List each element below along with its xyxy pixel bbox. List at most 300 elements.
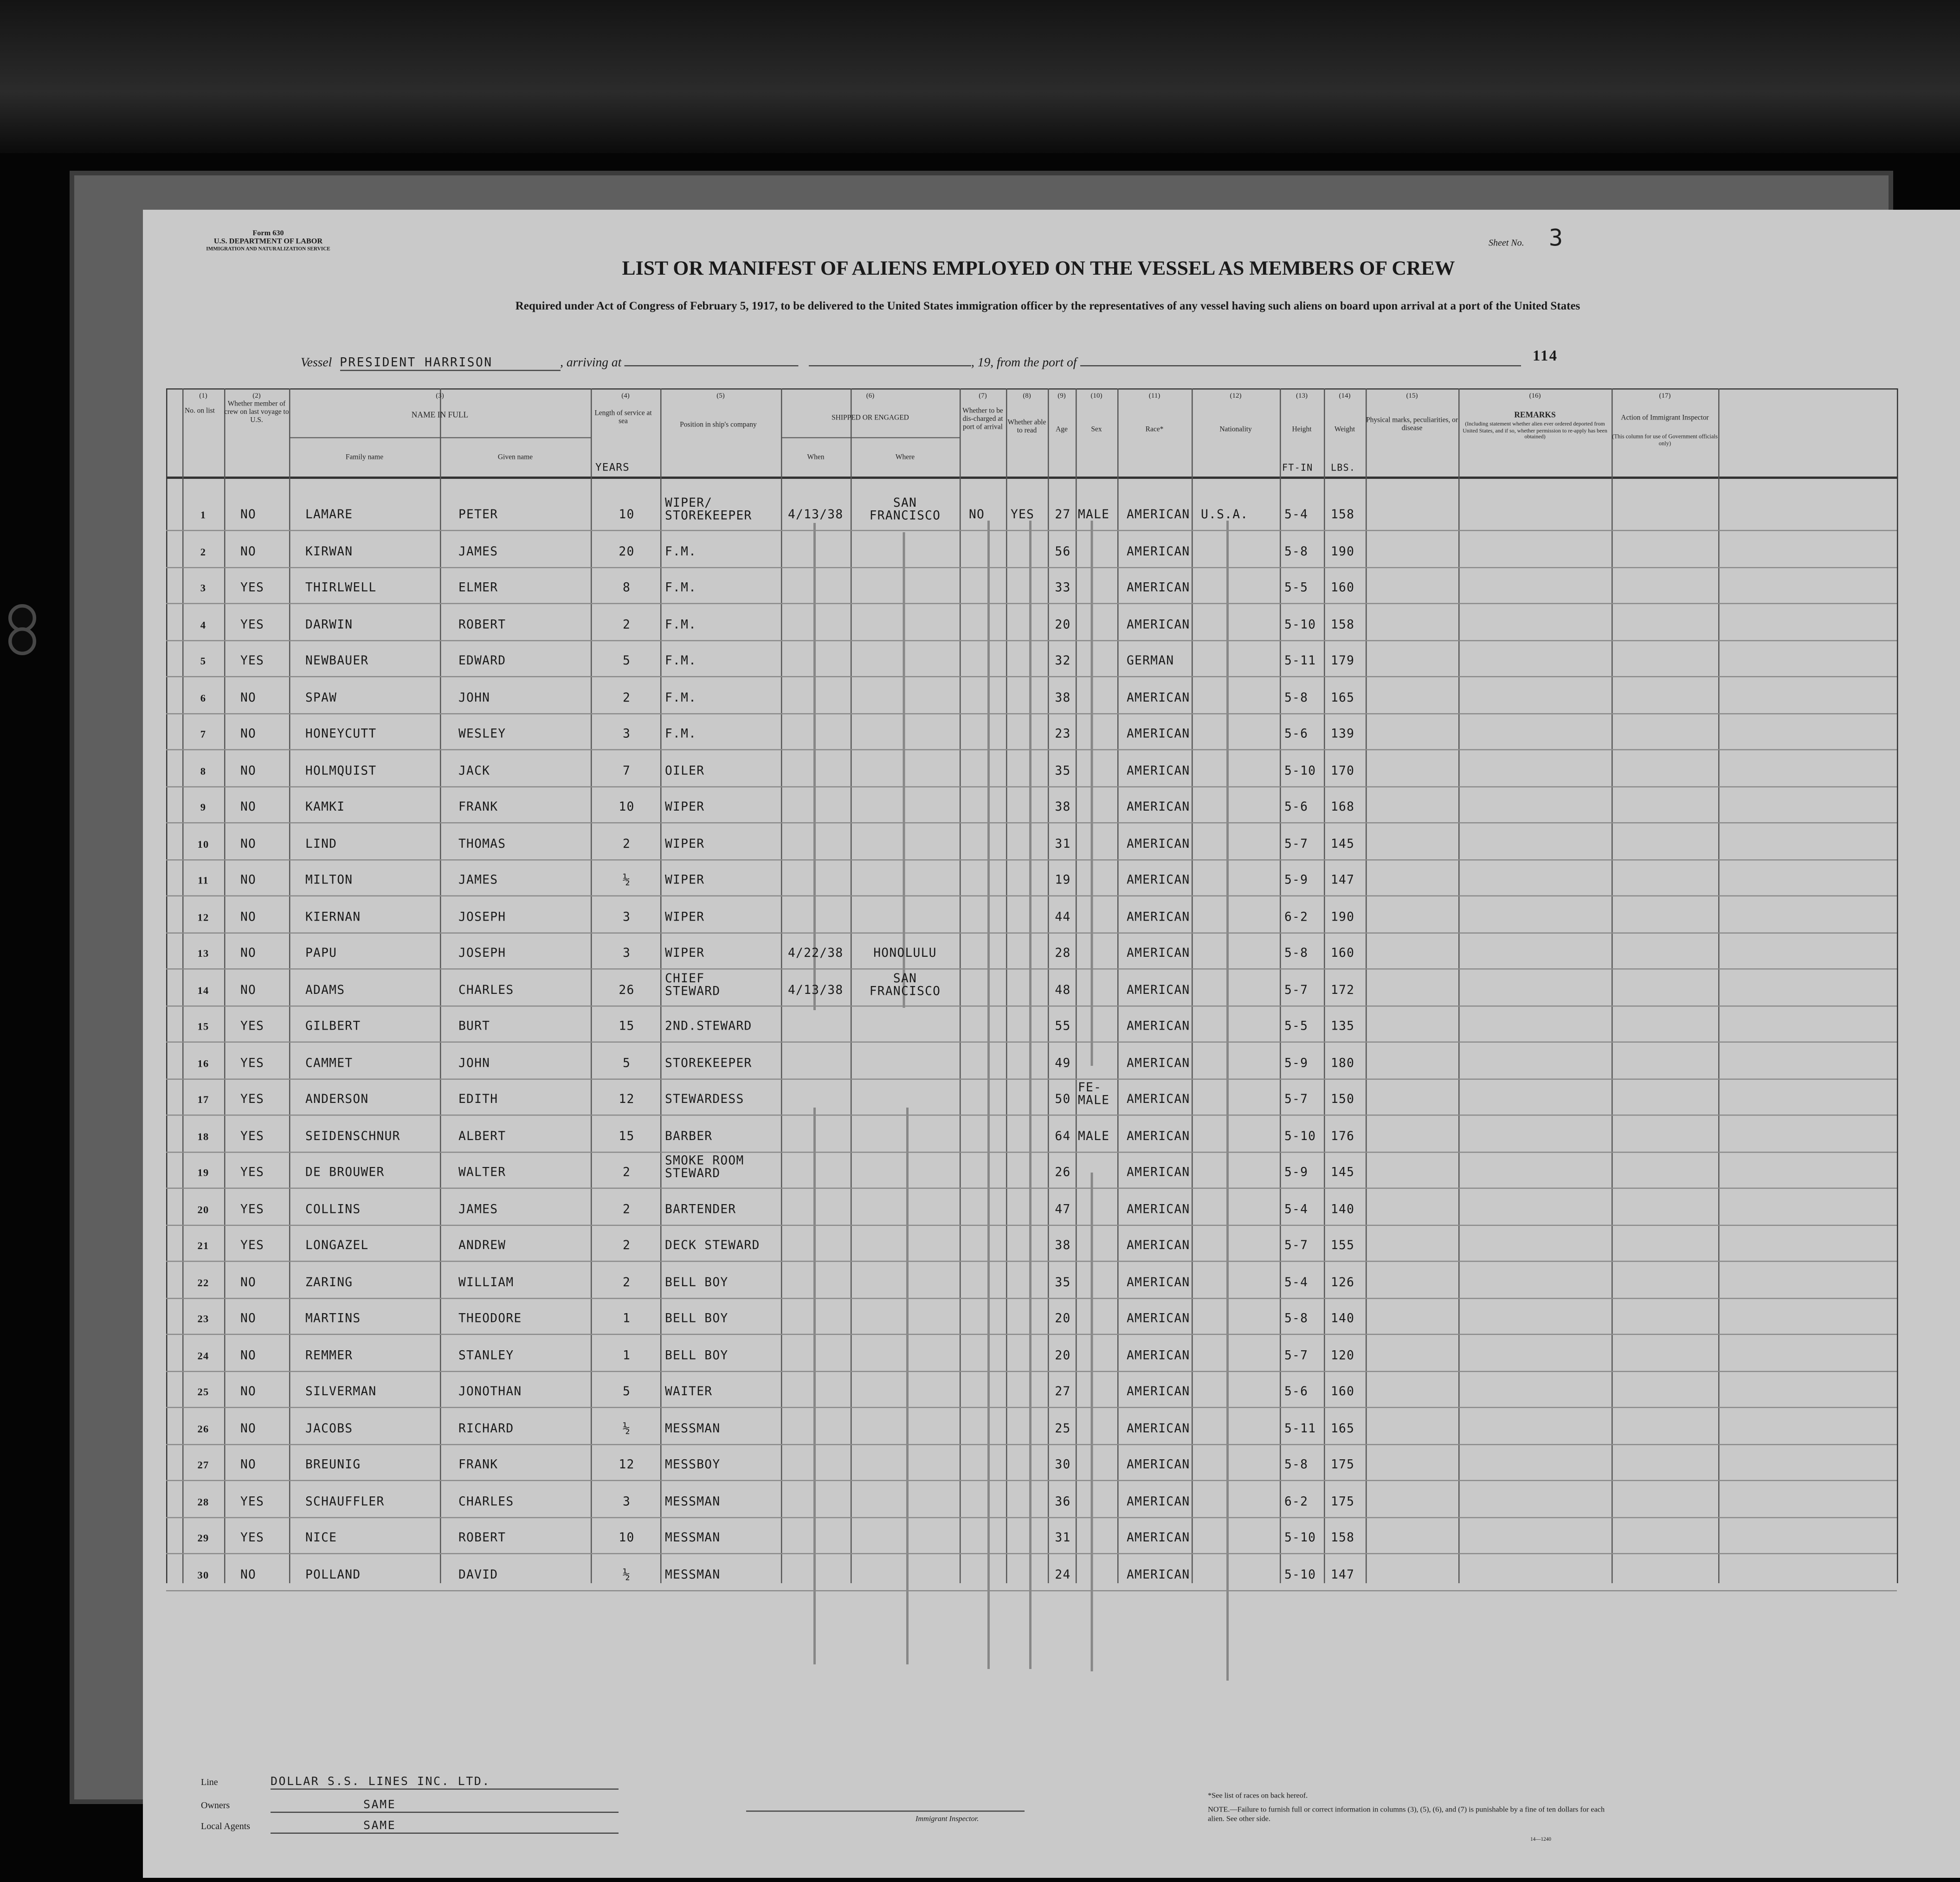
cell-height: 5-8 [1284,1312,1309,1326]
cell-member-last-voyage: NO [240,1421,257,1436]
cell-length-of-service: 2 [622,1166,631,1179]
cell-weight: 135 [1331,1019,1355,1033]
cell-race: AMERICAN [1127,1166,1190,1179]
row-rule [166,1590,1897,1591]
column-rule [660,388,662,1583]
column-rule [1048,388,1049,1583]
footer-agents [201,1820,665,1834]
cell-race: AMERICAN [1127,1056,1190,1070]
header-given-name: Given name [497,453,533,462]
cell-length-of-service: 26 [619,983,635,997]
column-number: (16) [1529,393,1541,400]
cell-shipped-when: 4/13/38 [788,983,844,997]
cell-row-number: 30 [197,1568,209,1580]
cell-family-name: LIND [305,837,337,851]
cell-length-of-service: 5 [622,1056,631,1070]
cell-given-name: EDITH [458,1092,498,1107]
cell-age: 47 [1055,1202,1071,1216]
row-rule [166,676,1897,677]
ditto-mark [1029,521,1032,1669]
cell-row-number: 1 [200,509,206,521]
cell-race: AMERICAN [1127,1531,1190,1545]
cell-row-number: 4 [200,619,206,631]
cell-height: 5-4 [1284,1275,1309,1289]
cell-race: AMERICAN [1127,1129,1190,1143]
cell-position: WAITER [665,1385,713,1399]
cell-weight: 172 [1331,983,1355,997]
cell-family-name: KIERNAN [305,909,361,924]
cell-weight: 155 [1331,1238,1355,1253]
cell-member-last-voyage: NO [240,837,257,851]
form-header [199,231,338,253]
column-rule [440,388,441,1583]
row-rule [166,1297,1897,1299]
cell-member-last-voyage: NO [240,727,257,741]
cell-weight: 180 [1331,1056,1355,1070]
column-number: (12) [1230,393,1242,400]
scan-top-band [0,0,1960,153]
cell-given-name: ALBERT [458,1129,506,1143]
cell-age: 28 [1055,946,1071,960]
cell-weight: 120 [1331,1348,1355,1362]
header-position: Position in ship's company [680,421,757,429]
cell-row-number: 11 [198,874,209,886]
column-number: (1) [199,393,207,400]
cell-age: 20 [1055,617,1071,632]
cell-member-last-voyage: YES [240,1202,264,1216]
column-rule [1117,388,1119,1583]
cell-member-last-voyage: YES [240,1238,264,1253]
cell-family-name: GILBERT [305,1019,361,1033]
cell-height: 5-7 [1284,1348,1309,1362]
cell-position: BARTENDER [665,1202,736,1216]
from-port-label: , from the port of [990,356,1077,370]
row-rule [166,1480,1897,1482]
cell-row-number: 8 [200,765,206,777]
cell-family-name: KIRWAN [305,544,353,559]
cell-weight: 175 [1331,1494,1355,1508]
header-shipped-engaged: SHIPPED OR ENGAGED [832,414,909,422]
cell-position: F.M. [665,544,697,559]
cell-length-of-service: 2 [622,690,631,705]
cell-length-of-service: 15 [619,1129,635,1143]
column-number: (4) [621,393,630,400]
cell-weight: 145 [1331,1166,1355,1179]
cell-length-of-service: 2 [622,1275,631,1289]
column-rule [224,388,226,1583]
row-rule [166,786,1897,787]
cell-member-last-voyage: YES [240,1019,264,1033]
cell-weight: 158 [1331,508,1355,522]
cell-discharged: NO [969,508,985,522]
cell-family-name: REMMER [305,1348,353,1362]
header-physical-marks: Physical marks, peculiarities, or disease [1366,416,1458,432]
header-length-service: Length of service at sea [594,409,652,425]
footer-note: NOTE.—Failure to furnish full or correct information in columns (3), (5), (6), and (7) is punishable by a fine of ten dollars for each alien. See other side. [1208,1806,1605,1824]
cell-height: 5-4 [1284,1202,1309,1216]
cell-family-name: COLLINS [305,1202,361,1216]
manifest-sheet [143,210,1960,1878]
column-number: (15) [1406,393,1418,400]
cell-age: 20 [1055,1348,1071,1362]
cell-given-name: RICHARD [458,1421,514,1436]
row-rule [166,1370,1897,1372]
cell-given-name: STANLEY [458,1348,514,1362]
cell-position: MESSMAN [665,1531,721,1545]
row-rule [166,1151,1897,1153]
column-rule [1458,388,1460,1583]
cell-length-of-service: 3 [622,909,631,924]
row-rule [166,1444,1897,1445]
cell-position: WIPER [665,873,705,887]
column-rule [166,388,168,1583]
cell-age: 32 [1055,654,1071,668]
cell-row-number: 23 [197,1313,209,1325]
owners-value: SAME [271,1799,619,1813]
arriving-field [625,365,799,367]
cell-given-name: JAMES [458,873,498,887]
cell-weight: 168 [1331,800,1355,814]
cell-position: BELL BOY [665,1275,729,1289]
cell-age: 27 [1055,508,1071,522]
cell-weight: 165 [1331,1421,1355,1436]
row-rule [166,1261,1897,1262]
cell-race: GERMAN [1127,654,1174,668]
cell-length-of-service: 2 [622,617,631,632]
cell-sex: MALE [1078,1129,1110,1143]
column-number: (6) [866,393,875,400]
cell-given-name: JACK [458,763,490,778]
cell-member-last-voyage: YES [240,1166,264,1179]
header-where: Where [895,453,915,462]
cell-member-last-voyage: NO [240,1458,257,1472]
header-nationality: Nationality [1219,425,1252,434]
cell-family-name: SPAW [305,690,337,705]
cell-length-of-service: ½ [622,873,631,887]
row-rule [166,530,1897,531]
header-member-last-voyage: Whether member of crew on last voyage to U.S. [224,400,289,425]
row-rule [166,1005,1897,1006]
cell-member-last-voyage: NO [240,1385,257,1399]
column-number: (9) [1057,393,1066,400]
cell-member-last-voyage: NO [240,690,257,705]
cell-given-name: JOHN [458,690,490,705]
ditto-mark [1091,1173,1093,1671]
inspector-label: Immigrant Inspector. [916,1815,979,1824]
cell-position: F.M. [665,690,697,705]
cell-position: F.M. [665,727,697,741]
cell-position: DECK STEWARD [665,1238,760,1253]
cell-length-of-service: 2 [622,1202,631,1216]
footer-owners [201,1799,665,1813]
cell-shipped-when: 4/22/38 [788,946,844,960]
column-number: (10) [1090,393,1102,400]
cell-weight: 160 [1331,1385,1355,1399]
header-height: Height [1292,425,1312,434]
cell-weight: 145 [1331,837,1355,851]
cell-height: 5-8 [1284,544,1309,559]
header-remarks: REMARKS [1514,410,1556,420]
column-rule [1612,388,1613,1583]
line-value: DOLLAR S.S. LINES INC. LTD. [271,1776,619,1790]
cell-height: 5-11 [1284,1421,1316,1436]
cell-row-number: 28 [197,1495,209,1508]
cell-race: AMERICAN [1127,727,1190,741]
cell-age: 35 [1055,763,1071,778]
header-no-on-list: No. on list [185,407,215,415]
row-rule [166,1078,1897,1079]
ditto-mark [1226,521,1229,1681]
cell-position: BARBER [665,1129,713,1143]
cell-weight: 150 [1331,1092,1355,1107]
cell-family-name: SILVERMAN [305,1385,377,1399]
row-rule [166,1188,1897,1189]
cell-family-name: LAMARE [305,508,353,522]
print-code: 14—1240 [1530,1836,1551,1842]
inspector-signature-line [746,1811,1025,1812]
cell-family-name: SCHAUFFLER [305,1494,385,1508]
cell-position: BELL BOY [665,1348,729,1362]
column-number: (5) [716,393,725,400]
cell-position: MESSMAN [665,1494,721,1508]
cell-position: 2ND.STEWARD [665,1019,752,1033]
cell-race: AMERICAN [1127,763,1190,778]
from-port-field [1080,365,1521,367]
cell-weight: 190 [1331,909,1355,924]
cell-row-number: 21 [197,1240,209,1251]
cell-given-name: JOHN [458,1056,490,1070]
service-name: IMMIGRATION AND NATURALIZATION SERVICE [206,245,330,251]
header-discharged: Whether to be dis-charged at port of arrival [962,407,1003,432]
line-label: Line [201,1777,218,1787]
cell-position: WIPER/ STOREKEEPER [665,496,752,523]
date-field [809,365,971,367]
cell-weight: 158 [1331,1531,1355,1545]
cell-length-of-service: 20 [619,544,635,559]
cell-family-name: NICE [305,1531,337,1545]
cell-race: AMERICAN [1127,1312,1190,1326]
cell-position: WIPER [665,800,705,814]
cell-age: 49 [1055,1056,1071,1070]
header-action-note: (This column for use of Government officials only) [1612,435,1718,447]
cell-sex: FE- MALE [1078,1081,1110,1108]
column-rule [182,388,184,1583]
cell-weight: 160 [1331,581,1355,595]
cell-row-number: 16 [197,1057,209,1069]
cell-race: AMERICAN [1127,617,1190,632]
department-name: U.S. DEPARTMENT OF LABOR [213,237,323,245]
cell-race: AMERICAN [1127,946,1190,960]
cell-height: 5-7 [1284,837,1309,851]
cell-length-of-service: 2 [622,1238,631,1253]
cell-row-number: 26 [197,1422,209,1434]
cell-position: WIPER [665,946,705,960]
column-number: (13) [1296,393,1308,400]
cell-length-of-service: 3 [622,1494,631,1508]
cell-member-last-voyage: NO [240,983,257,997]
cell-weight: 190 [1331,544,1355,559]
cell-family-name: NEWBAUER [305,654,369,668]
column-rule [1192,388,1193,1583]
header-age: Age [1056,425,1068,434]
column-rule [781,388,782,1583]
cell-given-name: JONOTHAN [458,1385,522,1399]
cell-length-of-service: ½ [622,1421,631,1436]
cell-position: CHIEF STEWARD [665,971,721,998]
header-race: Race* [1145,425,1164,434]
cell-weight: 147 [1331,1567,1355,1582]
cell-height: 5-10 [1284,1531,1316,1545]
cell-row-number: 19 [197,1167,209,1179]
cell-race: AMERICAN [1127,1494,1190,1508]
cell-height: 5-7 [1284,1092,1309,1107]
cell-given-name: ROBERT [458,1531,506,1545]
cell-nationality: U.S.A. [1201,508,1249,522]
row-rule [166,639,1897,641]
cell-length-of-service: 1 [622,1348,631,1362]
cell-family-name: SEIDENSCHNUR [305,1129,400,1143]
cell-height: 5-5 [1284,581,1309,595]
cell-given-name: CHARLES [458,983,514,997]
cell-race: AMERICAN [1127,1238,1190,1253]
cell-age: 55 [1055,1019,1071,1033]
cell-position: MESSBOY [665,1458,721,1472]
cell-height: 5-9 [1284,1166,1309,1179]
row-rule [166,859,1897,860]
column-rule [1006,388,1007,1583]
cell-given-name: ANDREW [458,1238,506,1253]
cell-position: BELL BOY [665,1312,729,1326]
cell-height: 5-6 [1284,1385,1309,1399]
cell-position: F.M. [665,617,697,632]
cell-race: AMERICAN [1127,800,1190,814]
cell-member-last-voyage: YES [240,581,264,595]
cell-age: 24 [1055,1567,1071,1582]
binder-hole [8,627,36,655]
cell-member-last-voyage: YES [240,1494,264,1508]
cell-race: AMERICAN [1127,1567,1190,1582]
cell-given-name: ELMER [458,581,498,595]
cell-family-name: HOLMQUIST [305,763,377,778]
unit-height: FT-IN [1282,463,1313,473]
cell-height: 5-4 [1284,508,1309,522]
cell-position: MESSMAN [665,1567,721,1582]
cell-row-number: 24 [197,1349,209,1361]
cell-given-name: FRANK [458,1458,498,1472]
cell-family-name: PAPU [305,946,337,960]
owners-label: Owners [201,1800,230,1811]
cell-height: 5-6 [1284,800,1309,814]
cell-age: 23 [1055,727,1071,741]
cell-length-of-service: 15 [619,1019,635,1033]
cell-shipped-when: 4/13/38 [788,508,844,522]
cell-member-last-voyage: NO [240,1275,257,1289]
cell-age: 35 [1055,1275,1071,1289]
header-remarks-note: (Including statement whether alien ever ordered deported from United States, and if so, whether permission to re-apply has been obtained) [1463,422,1607,441]
vessel-label: Vessel [301,356,332,370]
cell-row-number: 25 [197,1386,209,1398]
cell-race: AMERICAN [1127,508,1190,522]
cell-family-name: BREUNIG [305,1458,361,1472]
header-family-name: Family name [345,453,384,462]
cell-age: 44 [1055,909,1071,924]
cell-height: 5-10 [1284,763,1316,778]
cell-weight: 165 [1331,690,1355,705]
row-rule [166,1553,1897,1554]
cell-row-number: 29 [197,1532,209,1544]
cell-member-last-voyage: NO [240,1348,257,1362]
cell-height: 6-2 [1284,909,1309,924]
unit-weight: LBS. [1331,463,1356,473]
row-rule [166,567,1897,568]
header-when: When [807,453,825,462]
column-rule [591,388,592,1583]
races-note: *See list of races on back hereof. [1208,1792,1308,1800]
cell-row-number: 7 [200,728,206,740]
cell-row-number: 10 [197,838,209,850]
cell-member-last-voyage: NO [240,508,257,522]
cell-race: AMERICAN [1127,690,1190,705]
column-rule [1324,388,1325,1583]
page-title: LIST OR MANIFEST OF ALIENS EMPLOYED ON THE VESSEL AS MEMBERS OF CREW [622,256,1455,279]
cell-given-name: JOSEPH [458,909,506,924]
cell-row-number: 22 [197,1276,209,1288]
cell-race: AMERICAN [1127,873,1190,887]
cell-member-last-voyage: NO [240,1312,257,1326]
cell-weight: 140 [1331,1312,1355,1326]
cell-family-name: POLLAND [305,1567,361,1582]
cell-family-name: MILTON [305,873,353,887]
cell-row-number: 9 [200,801,206,813]
cell-row-number: 17 [197,1094,209,1105]
cell-length-of-service: 3 [622,727,631,741]
cell-row-number: 5 [200,655,206,667]
arriving-label: , arriving at [560,356,622,370]
cell-member-last-voyage: NO [240,946,257,960]
row-rule [166,968,1897,970]
cell-given-name: PETER [458,508,498,522]
agents-value: SAME [271,1820,619,1834]
cell-member-last-voyage: NO [240,544,257,559]
cell-length-of-service: 2 [622,837,631,851]
cell-race: AMERICAN [1127,1019,1190,1033]
row-rule [166,713,1897,714]
header-weight: Weight [1334,425,1355,434]
cell-height: 6-2 [1284,1494,1309,1508]
cell-row-number: 2 [200,545,206,557]
cell-family-name: DARWIN [305,617,353,632]
cell-row-number: 6 [200,691,206,703]
cell-height: 5-10 [1284,1129,1316,1143]
cell-able-to-read: YES [1011,508,1035,522]
cell-weight: 179 [1331,654,1355,668]
row-rule [166,1115,1897,1116]
form-number: Form 630 [252,229,284,238]
cell-height: 5-8 [1284,690,1309,705]
cell-row-number: 27 [197,1459,209,1471]
ditto-mark [987,521,990,1669]
header-sex: Sex [1091,425,1102,434]
cell-position: STEWARDESS [665,1092,744,1107]
row-rule [166,1407,1897,1408]
ditto-mark [1091,521,1093,1066]
cell-length-of-service: 10 [619,800,635,814]
cell-age: 38 [1055,690,1071,705]
column-rule [1076,388,1077,1583]
cell-length-of-service: 8 [622,581,631,595]
cell-age: 20 [1055,1312,1071,1326]
cell-age: 38 [1055,1238,1071,1253]
